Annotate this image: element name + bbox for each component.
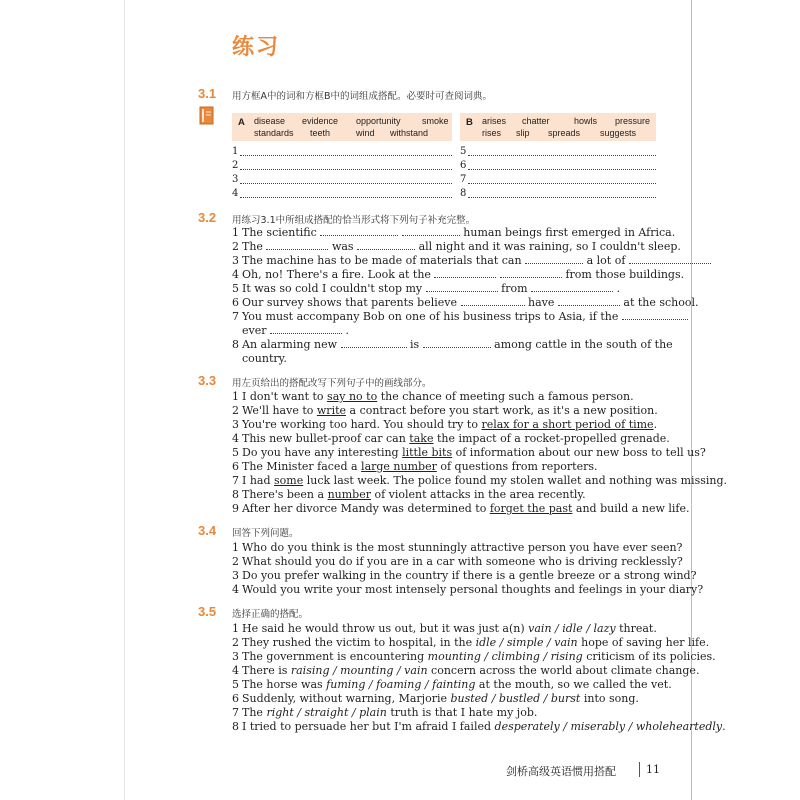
answer-number: 3: [232, 174, 239, 185]
answer-line[interactable]: [232, 188, 238, 199]
sentence-item: 9 After her divorce Mandy was determined to forget the past and build a new life.: [232, 502, 690, 515]
sentence-item: 3 You're working too hard. You should try to relax for a short period of time.: [232, 418, 658, 431]
word-box-a-word: teeth: [310, 128, 331, 138]
page-number: [646, 763, 660, 776]
footer-book-title: 剑桥高级英语惯用搭配: [506, 765, 616, 778]
answer-number: 8: [460, 188, 467, 199]
choice-item: 1 He said he would throw us out, but it was just a(n) vain / idle / lazy threat.: [232, 622, 657, 635]
exercise-number-3-5: 3.5: [198, 604, 217, 619]
choice-item: 5 The horse was fuming / foaming / fainting at the mouth, so we called the vet.: [232, 678, 672, 691]
word-box-b-word: spreads: [548, 128, 581, 138]
sentence-item: 1 I don't want to say no to the chance of meeting such a famous person.: [232, 390, 634, 403]
sentence-item: 6 Our survey shows that parents believe have at the school.: [232, 296, 699, 309]
question-item: 4 Would you write your most intensely personal thoughts and feelings in your diary?: [232, 583, 704, 596]
exercise-3-3-items: [232, 390, 727, 516]
word-box-a-word: wind: [356, 128, 375, 138]
exercise-instruction-3-2: 用练习3.1中所组成搭配的恰当形式将下列句子补充完整。: [232, 215, 476, 226]
answer-number: 6: [460, 160, 467, 171]
word-box-a: [232, 113, 452, 141]
exercise-number-3-4: 3.4: [198, 523, 217, 538]
choice-item: 4 There is raising / mounting / vain concern across the world about climate change.: [232, 664, 700, 677]
word-box-a-word: opportunity: [356, 116, 401, 126]
choice-item: 3 The government is encountering mounting / climbing / rising criticism of its policies.: [232, 650, 716, 663]
sentence-item: 6 The Minister faced a large number of questions from reporters.: [232, 460, 598, 473]
answer-line[interactable]: [460, 188, 466, 199]
word-box-b-letter: B: [466, 117, 473, 128]
word-box-b-word: howls: [574, 116, 598, 126]
sentence-item: 7 I had some luck last week. The police found my stolen wallet and nothing was missing.: [232, 474, 728, 487]
word-box-b-word: pressure: [615, 116, 651, 126]
answer-line[interactable]: [460, 146, 466, 157]
sentence-item: 1 The scientific human beings first emerged in Africa.: [232, 226, 676, 239]
sentence-item: 7 You must accompany Bob on one of his business trips to Asia, if the: [232, 310, 711, 324]
footer-divider: [639, 762, 640, 777]
exercise-number-3-1: 3.1: [198, 86, 217, 101]
sentence-item: 2 We'll have to write a contract before you start work, as it's a new position.: [232, 404, 658, 417]
exercise-3-2-items: [232, 226, 711, 366]
question-item: 2 What should you do if you are in a car with someone who is driving recklessly?: [232, 555, 683, 568]
answer-number: 5: [460, 146, 467, 157]
answer-line[interactable]: [460, 160, 466, 171]
exercise-instruction-3-4: 回答下列问题。: [232, 528, 299, 539]
answer-number: 2: [232, 160, 239, 171]
choice-item: 8 I tried to persuade her but I'm afraid I failed desperately / miserably / wholeheartedly.: [232, 720, 726, 733]
word-box-a-word: evidence: [302, 116, 339, 126]
exercise-instruction-3-5: 选择正确的搭配。: [232, 609, 309, 620]
sentence-item: 8 There's been a number of violent attacks in the area recently.: [232, 488, 586, 501]
sentence-item: 2 The was all night and it was raining, so I couldn't sleep.: [232, 240, 681, 253]
word-box-b: [460, 113, 656, 141]
word-box-b-word: chatter: [522, 116, 550, 126]
page-title: 练习: [232, 35, 281, 60]
answer-line[interactable]: [232, 174, 238, 185]
sentence-item: 3 The machine has to be made of materials that can a lot of: [232, 254, 711, 268]
page-footer: [506, 763, 616, 779]
answer-line[interactable]: [232, 146, 238, 157]
sentence-item: 5 It was so cold I couldn't stop my from .: [232, 282, 621, 295]
exercise-3-4-items: [232, 541, 703, 597]
word-box-b-word: slip: [516, 128, 530, 138]
page-number-text: 11: [646, 763, 660, 776]
word-box-a-word: standards: [254, 128, 294, 138]
choice-item: 7 The right / straight / plain truth is that I hate my job.: [232, 706, 538, 719]
answer-number: 1: [232, 146, 239, 157]
sentence-item: 4 This new bullet-proof car can take the impact of a rocket-propelled grenade.: [232, 432, 670, 445]
exercise-number-3-2: 3.2: [198, 210, 217, 225]
word-box-b-word: arises: [482, 116, 507, 126]
page-edge-left: [124, 0, 125, 800]
answer-number: 7: [460, 174, 467, 185]
exercise-number-3-3: 3.3: [198, 373, 217, 388]
sentence-item: 5 Do you have any interesting little bits of information about our new boss to tell us?: [232, 446, 706, 459]
answer-line[interactable]: [232, 160, 238, 171]
question-item: 1 Who do you think is the most stunningly attractive person you have ever seen?: [232, 541, 683, 554]
answer-number: 4: [232, 188, 239, 199]
word-box-a-word: smoke: [422, 116, 449, 126]
exercise-instruction-3-1: 用方框A中的词和方框B中的词组成搭配。必要时可查阅词典。: [232, 91, 493, 102]
choice-item: 6 Suddenly, without warning, Marjorie busted / bustled / burst into song.: [232, 692, 639, 705]
answer-line[interactable]: [460, 174, 466, 185]
sentence-item: 4 Oh, no! There's a fire. Look at the from those buildings.: [232, 268, 685, 281]
dictionary-book-icon: [199, 106, 215, 126]
sentence-item: 8 An alarming new is among cattle in the south of the: [232, 338, 673, 351]
word-box-a-word: disease: [254, 116, 286, 126]
word-box-a-letter: A: [238, 117, 245, 128]
exercise-3-5-items: [232, 622, 726, 734]
choice-item: 2 They rushed the victim to hospital, in the idle / simple / vain hope of saving her life.: [232, 636, 710, 649]
word-box-b-word: suggests: [600, 128, 637, 138]
word-box-a-word: withstand: [390, 128, 429, 138]
sentence-item-continued: ever .: [242, 324, 349, 337]
word-box-b-word: rises: [482, 128, 502, 138]
exercise-instruction-3-3: 用左页给出的搭配改写下列句子中的画线部分。: [232, 378, 432, 389]
sentence-item-continued: country.: [242, 352, 287, 365]
question-item: 3 Do you prefer walking in the country if there is a gentle breeze or a strong wind?: [232, 569, 697, 582]
